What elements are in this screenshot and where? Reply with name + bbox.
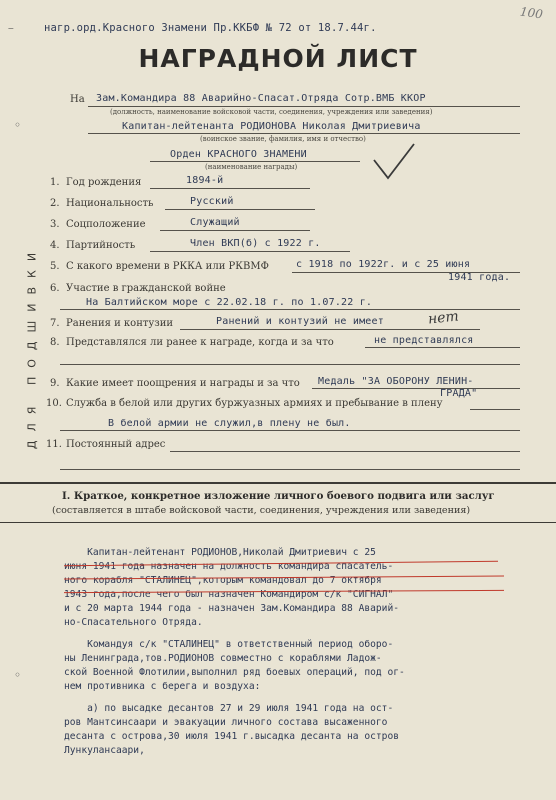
question-number: 9. — [50, 378, 60, 389]
narrative-line: а) по высадке десантов 27 и 29 июля 1941 года на ост- — [64, 703, 394, 714]
question-label: Соцположение — [66, 219, 146, 230]
narrative-line: Лункулансаари, — [64, 745, 145, 756]
narrative-line — [64, 694, 405, 702]
question-number: 4. — [50, 240, 60, 251]
answer-value: Служащий — [190, 217, 240, 228]
name-value: Капитан-лейтенанта РОДИОНОВА Николая Дмитриевича — [122, 121, 421, 132]
unit-caption: (должность, наименование войсковой части, соединения, учреждения или заведения) — [110, 108, 433, 116]
rule-line — [365, 347, 520, 348]
narrative-line — [64, 630, 405, 638]
answer-value: Член ВКП(б) с 1922 г. — [190, 238, 321, 249]
rule-line — [170, 451, 520, 452]
narrative-line: ров Мантсинсаари и эвакуации личного состава высаженного — [64, 717, 388, 728]
answer-value: не представлялся — [374, 335, 474, 346]
award-caption: (наименование награды) — [205, 163, 298, 171]
name-caption: (воинское звание, фамилия, имя и отчество) — [200, 135, 366, 143]
rule-line — [60, 364, 520, 365]
question-number: 6. — [50, 283, 60, 294]
narrative-line: и с 20 марта 1944 года - назначен Зам.Командира 88 Аварий- — [64, 603, 400, 614]
answer-value-continued: 1941 года. — [448, 272, 511, 283]
section-subheading: (составляется в штабе войсковой части, соединения, учреждения или заведения) — [52, 505, 471, 516]
narrative-line: июня 1941 года назначен на должность командира спасатель- — [64, 561, 394, 572]
question-label: С какого времени в РККА или РКВМФ — [66, 261, 269, 272]
checkmark-icon — [370, 142, 418, 182]
answer-value: 1894-й — [186, 175, 224, 186]
rule-line — [88, 106, 520, 107]
answer-value: Медаль "ЗА ОБОРОНУ ЛЕНИН- — [318, 376, 474, 387]
answer-value: Ранений и контузий не имеет — [216, 316, 384, 327]
question-number: 7. — [50, 318, 60, 329]
question-label: Постоянный адрес — [66, 439, 166, 450]
side-binding-label: ДЛЯ ПОДШИВКИ — [25, 243, 39, 450]
narrative-line: Капитан-лейтенант РОДИОНОВ,Николай Дмитриевич с 25 — [64, 547, 376, 558]
rule-line — [165, 209, 315, 210]
question-label: Участие в гражданской войне — [66, 283, 226, 294]
archive-page-number: 100 — [519, 4, 544, 22]
page-title: НАГРАДНОЙ ЛИСТ — [138, 44, 418, 73]
answer-value-continued: ГРАДА" — [440, 388, 478, 399]
narrative-line: но-Спасательного Отряда. — [64, 617, 203, 628]
rule-line — [150, 188, 310, 189]
answer-value: В белой армии не служил,в плену не был. — [108, 418, 351, 429]
question-label: Национальность — [66, 198, 154, 209]
rule-line — [60, 469, 520, 470]
section-divider — [0, 522, 556, 523]
rule-line — [60, 430, 520, 431]
section-divider — [0, 482, 556, 484]
narrative-line: ного корабля "СТАЛИНЕЦ",которым командовал до 7 октября — [64, 575, 382, 586]
question-label: Какие имеет поощрения и награды и за что — [66, 378, 300, 389]
question-number: 10. — [46, 398, 62, 409]
narrative-line: десанта с острова,30 июля 1941 г.высадка десанта на остров — [64, 731, 400, 742]
rule-line — [180, 329, 480, 330]
narrative-line: 1943 года,после чего был назначен Командиром с/к "СИГНАЛ" — [64, 589, 394, 600]
unit-value: Зам.Командира 88 Аварийно-Спасат.Отряда Сотр.ВМБ ККОР — [96, 93, 426, 104]
handwritten-note: нет — [427, 308, 460, 328]
award-order-note: нагр.орд.Красного Знамени Пр.ККБФ № 72 от 18.7.44г. — [44, 22, 377, 34]
narrative-line: ны Ленинграда,тов.РОДИОНОВ совместно с кораблями Ладож- — [64, 653, 382, 664]
section-heading: I. Краткое, конкретное изложение личного боевого подвига или заслуг — [62, 490, 495, 502]
answer-value: На Балтийском море с 22.02.18 г. по 1.07.22 г. — [86, 297, 373, 308]
narrative-line: Командуя с/к "СТАЛИНЕЦ" в ответственный период оборо- — [64, 639, 394, 650]
narrative-line: ской Военной Флотилии,выполнил ряд боевых операций, под ог- — [64, 667, 405, 678]
rule-line — [150, 161, 360, 162]
question-label: Партийность — [66, 240, 136, 251]
question-number: 11. — [46, 439, 62, 450]
ring-mark: ◦ — [14, 668, 22, 682]
answer-value: с 1918 по 1922г. и с 25 июня — [296, 259, 471, 270]
answer-value: Русский — [190, 196, 234, 207]
question-label: Год рождения — [66, 177, 142, 188]
rule-line — [88, 133, 520, 134]
award-value: Орден КРАСНОГО ЗНАМЕНИ — [170, 149, 307, 160]
question-number: 5. — [50, 261, 60, 272]
question-number: 1. — [50, 177, 60, 188]
rule-line — [160, 230, 310, 231]
na-label: На — [70, 94, 85, 105]
question-number: 8. — [50, 337, 60, 348]
rule-line — [312, 388, 520, 389]
question-label: Представлялся ли ранее к награде, когда и за что — [66, 337, 334, 348]
question-number: 3. — [50, 219, 60, 230]
punch-hole-mark: ‒ — [8, 24, 14, 34]
narrative-line: нем противника с берега и воздуха: — [64, 681, 261, 692]
rule-line — [150, 251, 350, 252]
question-label: Служба в белой или других буржуазных армиях и пребывание в плену — [66, 398, 443, 409]
rule-line — [470, 409, 520, 410]
question-number: 2. — [50, 198, 60, 209]
question-label: Ранения и контузии — [66, 318, 174, 329]
ring-mark: ◦ — [14, 118, 22, 132]
